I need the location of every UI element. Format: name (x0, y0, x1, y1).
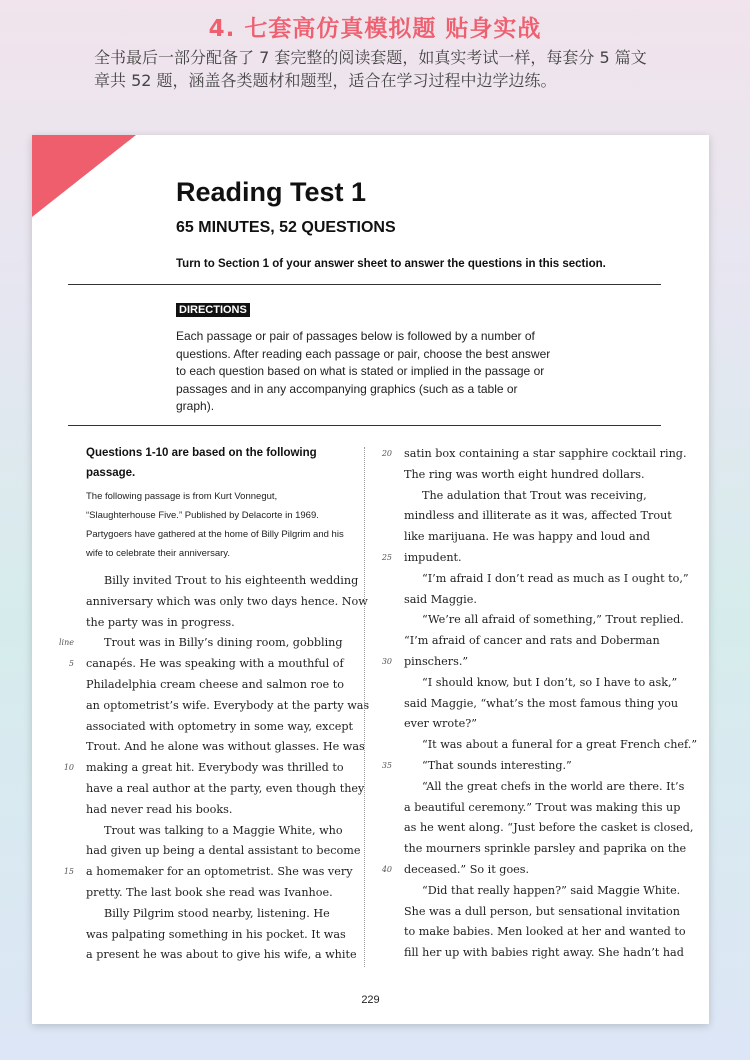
passage-line (86, 925, 348, 946)
passage-line-text: “Did that really happen?” said Maggie White. (422, 883, 681, 897)
passage-line (58, 633, 348, 654)
passage-line (404, 943, 684, 964)
passage-line (86, 821, 348, 842)
line-number: 25 (381, 552, 392, 562)
passage-line (404, 922, 686, 943)
line-number: 15 (63, 867, 74, 877)
page-number: 229 (361, 994, 380, 1006)
passage-line-text: was palpating something in his pocket. It was (86, 927, 346, 941)
line-number: 5 (68, 659, 74, 669)
passage-line (404, 714, 666, 735)
passage-line (404, 777, 685, 798)
test-subtitle: 65 MINUTES, 52 QUESTIONS (176, 219, 396, 236)
passage-intro: The following passage is from Kurt Vonnegut, “Slaughterhouse Five.” Published by Delacorte in 1969. Partygoers have gathered at the home of Billy Pilgrim and his wife to celebrate their anniversary. (86, 491, 344, 559)
passage-line (404, 902, 680, 923)
passage-line-text: fill her up with babies right away. She hadn’t had (404, 946, 684, 960)
passage-line-text: had never read his books. (86, 802, 233, 816)
passage-line-text: deceased.” So it goes. (404, 862, 530, 876)
line-number: 40 (381, 864, 392, 874)
passage-line (86, 779, 365, 800)
passage-line (404, 569, 689, 590)
passage-line-text: like marijuana. He was happy and loud and (404, 530, 651, 544)
passage-line-text: associated with optometry in some way, except (86, 719, 353, 733)
passage-line (404, 673, 678, 694)
passage-line-text: the mourners sprinkle parsley and paprika on the (404, 842, 687, 856)
passage-line-text: mindless and illiterate as it was, affected Trout (404, 509, 672, 523)
passage-left-column (58, 571, 370, 966)
passage-line-text: pinschers.” (404, 654, 469, 668)
line-number: 35 (381, 760, 392, 770)
passage-line-text: a homemaker for an optometrist. She was very (86, 865, 353, 879)
passage-line (404, 881, 681, 902)
passage-line-text: canapés. He was speaking with a mouthful of (86, 657, 344, 671)
passage-line-text: ever wrote?” (404, 717, 477, 731)
passage-line-text: “It was about a funeral for a great French chef.” (422, 738, 698, 752)
directions-text: Each passage or pair of passages below is followed by a number of questions. After reading each passage or pair, choose the best answer to each question based on what is stated or implied in the passage or passages and in any accompanying graphics (such as a table or graph). (176, 329, 551, 413)
test-title: Reading Test 1 (176, 177, 367, 207)
passage-line-text: The ring was worth eight hundred dollars. (404, 467, 645, 481)
passage-line-text: said Maggie. (404, 592, 477, 606)
passage-line (86, 592, 368, 613)
passage-line-text: “We’re all afraid of something,” Trout replied. (422, 613, 684, 627)
passage-line (404, 506, 672, 527)
passage-line-text: satin box containing a star sapphire cocktail ring. (404, 447, 687, 460)
passage-line (404, 465, 666, 486)
passage-line-text: an optometrist’s wife. Everybody at the party was (86, 698, 370, 712)
passage-line (86, 737, 365, 758)
header-title: 4. 七套高仿真模拟题 贴身实战 (208, 16, 542, 42)
passage-line-text: said Maggie, “what’s the most famous thing you (404, 696, 679, 710)
passage-line-text: have a real author at the party, even though they (86, 781, 365, 795)
passage-line (381, 756, 666, 777)
directions-label: DIRECTIONS (176, 303, 250, 317)
passage-line (404, 631, 666, 652)
passage-line-text: “I’m afraid I don’t read as much as I ought to,” (422, 571, 689, 585)
corner-ribbon (32, 135, 136, 217)
line-number: 10 (63, 763, 74, 773)
passage-line (86, 675, 348, 696)
answer-sheet-instruction: Turn to Section 1 of your answer sheet to answer the questions in this section. (176, 258, 606, 270)
passage-line (86, 904, 348, 925)
passage-line-text: Billy invited Trout to his eighteenth wedding (104, 574, 359, 587)
passage-line-text: Trout was in Billy’s dining room, gobbling (104, 636, 343, 650)
passage-line (404, 527, 666, 548)
passage-line (86, 945, 357, 966)
column-divider (364, 447, 365, 967)
passage-line (381, 652, 666, 673)
passage-line-text: She was a dull person, but sensational invitation (404, 904, 680, 918)
passage-line (86, 571, 359, 592)
passage-line-text: Billy Pilgrim stood nearby, listening. He (104, 906, 330, 920)
passage-line-text: “I should know, but I don’t, so I have to ask,” (422, 675, 678, 689)
passage-line-text: a present he was about to give his wife, a white (86, 948, 357, 962)
passage-line (381, 860, 666, 881)
passage-line-text: pretty. The last book she read was Ivanhoe. (86, 885, 333, 899)
passage-line (63, 758, 348, 779)
passage-line (404, 818, 694, 839)
passage-line (86, 717, 353, 738)
passage-line (404, 694, 679, 715)
passage-line (404, 610, 684, 631)
passage-line-text: “All the great chefs in the world are there. It’s (422, 779, 685, 793)
divider-top (68, 284, 661, 285)
passage-line-text: to make babies. Men looked at her and wanted to (404, 925, 686, 939)
book-page (32, 135, 709, 1024)
questions-header: Questions 1-10 are based on the following passage. (86, 447, 317, 479)
passage-line-text: a beautiful ceremony.” Trout was making this up (404, 800, 681, 814)
passage-line-text: as he went along. “Just before the casket is closed, (404, 821, 694, 835)
passage-line (86, 883, 348, 904)
passage-line-text: “I’m afraid of cancer and rats and Doberman (404, 634, 660, 648)
passage-line-text: Trout was talking to a Maggie White, who (104, 823, 343, 837)
line-number: 20 (381, 449, 392, 458)
passage-line (381, 548, 666, 569)
passage-line (404, 735, 698, 756)
passage-line (86, 696, 370, 717)
passage-line-text: The adulation that Trout was receiving, (422, 488, 647, 502)
passage-line (86, 800, 348, 821)
passage-line (63, 862, 353, 883)
passage-line (404, 486, 666, 507)
passage-line-text: impudent. (404, 550, 462, 564)
passage-line-text: Philadelphia cream cheese and salmon roe to (86, 677, 344, 691)
passage-line (68, 654, 348, 675)
passage-line (381, 444, 687, 465)
passage-line (86, 841, 361, 862)
header-description: 全书最后一部分配备了 7 套完整的阅读套题，如真实考试一样，每套分 5 篇文章共 52 题，涵盖各类题材和题型，适合在学习过程中边学边练。 (94, 48, 647, 90)
passage-line-text: making a great hit. Everybody was thrilled to (86, 761, 344, 775)
passage-line-text: “That sounds interesting.” (422, 758, 572, 772)
passage-line (404, 839, 687, 860)
divider-bottom (68, 425, 661, 426)
passage-line-text: anniversary which was only two days hence. Now (86, 594, 368, 608)
passage-line (404, 590, 666, 611)
passage-line (404, 798, 681, 819)
passage-right-column (381, 444, 698, 964)
line-number: 30 (381, 656, 392, 666)
line-number: line (58, 638, 74, 648)
passage-line-text: the party was in progress. (86, 615, 235, 629)
passage-line (86, 613, 348, 634)
passage-line-text: Trout. And he alone was without glasses. He was (86, 740, 365, 754)
passage-line-text: had given up being a dental assistant to become (86, 844, 361, 858)
